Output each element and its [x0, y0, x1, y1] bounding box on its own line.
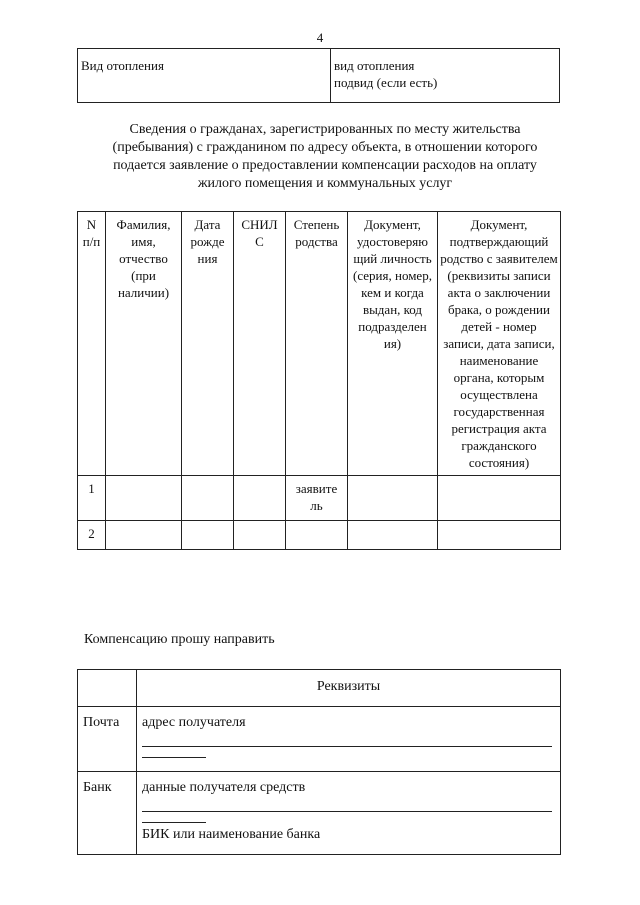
table-cell [286, 476, 348, 521]
requisites-row-mail [78, 707, 561, 772]
requisites-header-empty [78, 670, 137, 707]
table-cell [78, 521, 106, 550]
requisites-header-text: Реквизиты [316, 679, 381, 694]
col-header-text: Документ, удостоверяю щий личность (серия, номер, кем и когда выдан, код подразделен ия) [353, 217, 432, 351]
requisites-table [77, 669, 561, 855]
cell-text: 1 [88, 481, 95, 496]
heating-table [77, 48, 560, 103]
table-cell [348, 476, 438, 521]
citizens-table [77, 211, 561, 550]
table-header-row [78, 212, 561, 476]
table-cell [234, 476, 286, 521]
col-header-name [106, 212, 182, 476]
requisites-row-bank [78, 772, 561, 855]
col-header-text: СНИЛ С [241, 217, 278, 249]
table-cell [106, 476, 182, 521]
requisites-header [137, 670, 561, 707]
method-mail-label [78, 707, 137, 772]
col-header-relation [286, 212, 348, 476]
col-header-text: Документ, подтверждающий родство с заявителем (реквизиты записи акта о заключении брака, о рождении детей - номер записи, дата записи, наименование органа, которым осуществлена государственная регистрация акта гражданского состояния) [440, 217, 558, 470]
col-header-number [78, 212, 106, 476]
table-cell [286, 521, 348, 550]
recipient-address-line[interactable] [142, 732, 552, 747]
heating-label-cell [78, 49, 331, 103]
col-header-text: N п/п [82, 217, 101, 249]
cell-text: 2 [88, 526, 95, 541]
table-cell [78, 476, 106, 521]
col-header-text: Фамилия, имя, отчество (при наличии) [116, 217, 171, 300]
compensation-label: Компенсацию прошу направить [84, 632, 275, 647]
method-type-text: Банк [83, 780, 112, 795]
table-cell [438, 521, 561, 550]
cell-text: заявите ль [295, 481, 338, 513]
page-number: 4 [316, 30, 324, 45]
recipient-data-line-short[interactable] [142, 812, 206, 823]
requisites-header-row [78, 670, 561, 707]
method-bank-detail[interactable] [137, 772, 561, 855]
method-bank-label [78, 772, 137, 855]
method-mail-detail[interactable] [137, 707, 561, 772]
heating-label: Вид отопления [81, 58, 164, 73]
table-row [78, 476, 561, 521]
col-header-kinship-document [438, 212, 561, 476]
col-header-text: Дата рожде ния [190, 217, 225, 266]
recipient-data-label: данные получателя средств [142, 780, 306, 795]
table-cell [106, 521, 182, 550]
recipient-address-label: адрес получателя [142, 715, 246, 730]
col-header-text: Степень родства [293, 217, 340, 249]
col-header-id-document [348, 212, 438, 476]
table-cell [438, 476, 561, 521]
table-cell [234, 521, 286, 550]
col-header-snils [234, 212, 286, 476]
bank-bic-label: БИК или наименование банка [142, 827, 321, 842]
heating-type-cell [331, 49, 560, 103]
table-cell [182, 521, 234, 550]
heating-subtype-label: подвид (если есть) [334, 75, 438, 90]
heating-type-label: вид отопления [334, 58, 415, 73]
recipient-address-line-short[interactable] [142, 747, 206, 758]
method-type-text: Почта [83, 715, 120, 730]
citizens-section-title: Сведения о гражданах, зарегистрированных по месту жительства (пребывания) с гражданином по адресу объекта, в отношении которого подается заявление о предоставлении компенсации расходов на оплату жилого помещения и коммунальных услуг [112, 122, 538, 191]
recipient-data-line[interactable] [142, 797, 552, 812]
col-header-birth-date [182, 212, 234, 476]
table-cell [348, 521, 438, 550]
table-row [78, 521, 561, 550]
table-cell [182, 476, 234, 521]
